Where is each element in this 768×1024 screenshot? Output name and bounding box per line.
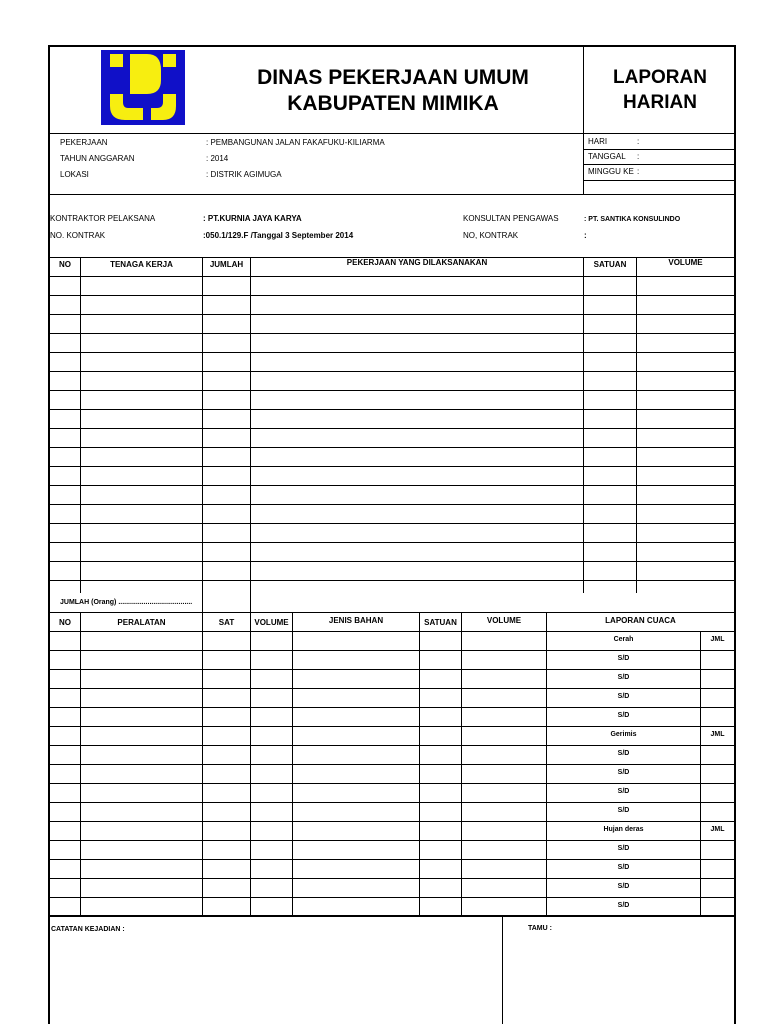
report-title-line1: LAPORAN	[613, 67, 707, 88]
weather-label: S/D	[617, 845, 630, 852]
weather-jml: JML	[710, 731, 725, 738]
eq-table-row[interactable]	[50, 746, 546, 763]
work-table-row[interactable]	[50, 391, 734, 408]
work-row-line	[48, 580, 736, 581]
weather-label: S/D	[617, 769, 630, 776]
eq-table-row[interactable]	[50, 689, 546, 706]
tamu-label: TAMU :	[528, 925, 552, 932]
eq-col-no: NO	[59, 618, 71, 627]
eq-col-sat: SAT	[218, 618, 235, 627]
eq-col-volume2: VOLUME	[486, 616, 522, 625]
work-table-row[interactable]	[50, 505, 734, 522]
eq-table-row[interactable]	[50, 879, 546, 896]
pekerjaan-value: : PEMBANGUNAN JALAN FAKAFUKU-KILIARMA	[206, 138, 385, 147]
weather-jml: JML	[710, 826, 725, 833]
no-kontrak2-value: :	[584, 231, 587, 240]
konsultan-value: : PT. SANTIKA KONSULINDO	[584, 216, 681, 223]
tahun-label: TAHUN ANGGARAN	[60, 154, 135, 163]
weather-label: S/D	[617, 864, 630, 871]
eq-table-row[interactable]	[50, 651, 546, 668]
eq-col-volume: VOLUME	[254, 618, 289, 627]
eq-table-row[interactable]	[50, 803, 546, 820]
konsultan-label: KONSULTAN PENGAWAS	[463, 214, 559, 223]
work-table-row[interactable]	[50, 429, 734, 446]
eq-table-row[interactable]	[50, 822, 546, 839]
work-table-row[interactable]	[50, 277, 734, 294]
work-table-row[interactable]	[50, 486, 734, 503]
hari-value[interactable]: :	[637, 137, 640, 146]
weather-label: Gerimis	[610, 731, 637, 738]
work-row-line	[48, 257, 736, 258]
org-name-line2: KABUPATEN MIMIKA	[287, 92, 499, 115]
col-volume: VOLUME	[668, 258, 703, 267]
work-table-row[interactable]	[50, 543, 734, 560]
work-table-row[interactable]	[50, 372, 734, 389]
col-tenaga-kerja: TENAGA KERJA	[110, 260, 173, 269]
col-no: NO	[59, 260, 71, 269]
eq-table-row[interactable]	[50, 898, 546, 915]
work-table-row[interactable]	[50, 315, 734, 332]
weather-label: S/D	[617, 807, 630, 814]
minggu-label: MINGGU KE	[588, 167, 634, 176]
eq-col-jenis-bahan: JENIS BAHAN	[328, 616, 384, 625]
weather-label: S/D	[617, 655, 630, 662]
eq-col-line	[700, 631, 701, 915]
pu-logo-icon	[101, 50, 185, 125]
eq-row-line	[48, 916, 736, 917]
tanggal-value[interactable]: :	[637, 152, 640, 161]
eq-col-laporan-cuaca: LAPORAN CUACA	[605, 616, 676, 625]
work-row-line	[48, 612, 736, 613]
minggu-value[interactable]: :	[637, 167, 640, 176]
pekerjaan-label: PEKERJAAN	[60, 138, 108, 147]
eq-table-row[interactable]	[50, 670, 546, 687]
org-name-line1: DINAS PEKERJAAN UMUM	[257, 66, 529, 89]
weather-label: S/D	[617, 883, 630, 890]
work-table-row[interactable]	[50, 334, 734, 351]
weather-jml: JML	[710, 636, 725, 643]
weather-label: Cerah	[613, 636, 634, 643]
work-table-row[interactable]	[50, 467, 734, 484]
eq-table-row[interactable]	[50, 632, 546, 649]
eq-table-row[interactable]	[50, 708, 546, 725]
tanggal-label: TANGGAL	[588, 152, 626, 161]
eq-table-row[interactable]	[50, 765, 546, 782]
lokasi-value: : DISTRIK AGIMUGA	[206, 170, 282, 179]
weather-label: S/D	[617, 712, 630, 719]
kontraktor-label: KONTRAKTOR PELAKSANA	[50, 214, 156, 223]
weather-label: S/D	[617, 693, 630, 700]
work-table-row[interactable]	[50, 410, 734, 427]
col-satuan: SATUAN	[593, 260, 627, 269]
col-jumlah: JUMLAH	[209, 260, 244, 269]
eq-table-row[interactable]	[50, 727, 546, 744]
col-pekerjaan: PEKERJAAN YANG DILAKSANAKAN	[346, 258, 488, 267]
eq-table-row[interactable]	[50, 860, 546, 877]
eq-col-peralatan: PERALATAN	[117, 618, 166, 627]
weather-label: S/D	[617, 674, 630, 681]
work-table-row[interactable]	[50, 448, 734, 465]
work-table-row[interactable]	[50, 353, 734, 370]
catatan-kejadian-label: CATATAN KEJADIAN :	[51, 926, 125, 933]
eq-col-satuan: SATUAN	[424, 618, 457, 627]
no-kontrak-label: NO. KONTRAK	[50, 231, 106, 240]
no-kontrak-value: :050.1/129.F /Tanggal 3 September 2014	[203, 231, 354, 240]
weather-label: S/D	[617, 902, 630, 909]
jumlah-orang-label: JUMLAH (Orang) ......................................	[60, 599, 193, 606]
work-table-row[interactable]	[50, 296, 734, 313]
lokasi-label: LOKASI	[60, 170, 89, 179]
hari-label: HARI	[588, 137, 608, 146]
report-title-line2: HARIAN	[623, 92, 697, 113]
no-kontrak2-label: NO, KONTRAK	[463, 231, 519, 240]
weather-label: S/D	[617, 750, 630, 757]
work-table-row[interactable]	[50, 562, 734, 579]
work-table-row[interactable]	[50, 524, 734, 541]
weather-label: S/D	[617, 788, 630, 795]
eq-table-row[interactable]	[50, 841, 546, 858]
eq-table-row[interactable]	[50, 784, 546, 801]
tahun-value: : 2014	[206, 154, 229, 163]
weather-label: Hujan deras	[603, 826, 644, 833]
kontraktor-value: : PT.KURNIA JAYA KARYA	[203, 214, 302, 223]
